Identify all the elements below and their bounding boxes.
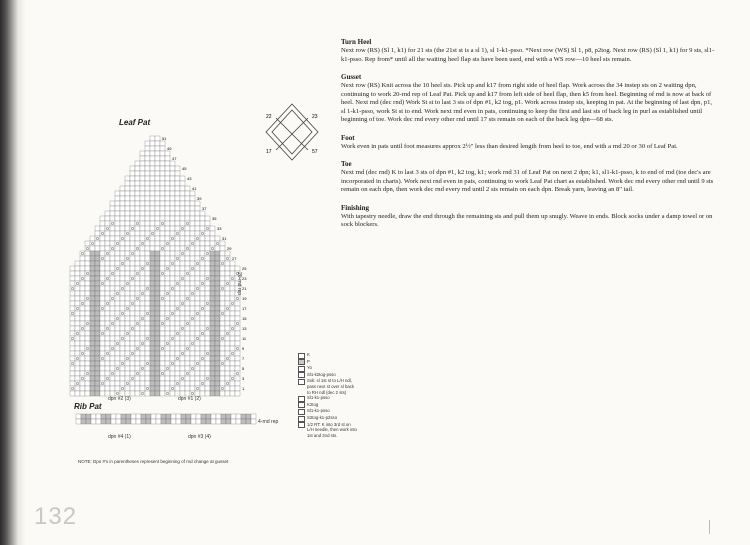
rib-cell [201,419,206,424]
legend-label: S2tog-k1-p2sso [307,414,338,420]
row-number: 37 [202,206,207,211]
legend-swatch-icon [298,396,305,402]
legend-swatch-icon [298,402,305,408]
rib-cell [181,414,186,419]
rib-cell [216,419,221,424]
row-number: 5 [242,366,245,371]
legend-item [298,372,358,379]
section-heading: Finishing [341,203,370,212]
rib-cell [91,419,96,424]
legend-item [298,365,358,372]
legend-label: Sl1-k1-psso [307,408,330,414]
rib-cell [226,414,231,419]
rib-cell [101,419,106,424]
rib-cell [221,414,226,419]
legend-swatch-icon [298,353,305,359]
rib-cell [181,419,186,424]
legend-item [298,422,358,439]
section-body: With tapestry needle, draw the end through the remaining sts and pull them up snugly. Weave in ends. Block socks under a damp towel or on sock blockers. [341,212,713,228]
rib-cell [81,414,86,419]
legend-label: K2tog [307,401,319,407]
row-number: 17 [242,306,247,311]
dpn-right-label: dpn #1 (2) [178,396,201,402]
rib-cell [196,419,201,424]
rib-cell [121,419,126,424]
row-number: 9 [242,346,245,351]
rib-cell [201,414,206,419]
rib-cell [161,419,166,424]
row-number: 43 [187,176,192,181]
rib-cell [76,414,81,419]
legend-item [298,395,358,402]
rib-cell [146,414,151,419]
pattern-instructions [341,38,717,239]
section-heading: Toe [341,160,352,168]
row-number: 21 [242,286,247,291]
rib-cell [251,419,256,424]
legend-swatch-icon [298,416,305,422]
page-number: 132 [34,503,78,530]
row-number: 23 [242,276,247,281]
row-number: 45 [182,166,187,171]
row-number: 39 [197,196,202,201]
rib-cell [236,414,241,419]
legend-swatch-icon [298,409,305,415]
section-heading: Gusset [341,73,362,81]
legend-label: Sl1-k2tog-psso [307,371,336,377]
rib-cell [246,419,251,424]
legend-label: 1/2 RT: K into 3rd st on L/H needle, then work into 1st and 2nd sts. [307,421,357,438]
rib-cell [206,419,211,424]
rib-cell [81,419,86,424]
row-number: 19 [242,296,247,301]
diag-label-2: 23 [312,114,318,120]
rib-cell [236,419,241,424]
chart-grid [70,136,240,396]
rib-cell [186,414,191,419]
dpn-left-label: dpn #2 (3) [108,396,131,402]
row-number: 13 [242,326,247,331]
rib-cell [166,414,171,419]
diag-label-4: 57 [312,149,318,155]
row-number: 1 [242,386,245,391]
rib-cell [141,419,146,424]
chart-legend [298,352,358,438]
rib-rep-label: 4-rnd rep [258,419,279,425]
page-edge-mark [709,520,710,534]
section-body: Next rnd (dec rnd) K to last 3 sts of dpn #1, k2 tog, k1; work rnd 31 of Leaf Pat on next 2 dpn; k1, sl1-k1-psso, k to end of rnd (toe dec's are incorporated in charts). Work next rnd even in pats, continuing to work Leaf Pat chart as established. Work dec rnd every other rnd until 9 sts remain on each dpn, then work dec rnd every rnd until 2 sts remain on each dpn. Break yarn, leaving an 8" tail. [341,169,714,193]
legend-label: Sl1-k1-psso [307,395,330,401]
rib-pattern-chart [72,412,262,428]
chart-note: NOTE: Dpn #'s in parentheses represent beginning of rnd change at gusset [78,459,229,464]
rib-cell [216,414,221,419]
legend-item [298,352,358,359]
rib-cell [221,419,226,424]
legend-label: Ssk: sl 1st st to L/H ndl, pass next st over sl back to RH ndl (dec 2 sts) [307,378,355,395]
legend-label: P [307,358,310,364]
row-number: 49 [167,146,172,151]
row-number: 41 [192,186,197,191]
legend-label: K [307,352,310,357]
rib-cell [106,419,111,424]
rib-cell [101,414,106,419]
rib-cell [226,419,231,424]
section-body: Work even in pats until foot measures approx 2½" less than desired length from heel to toe, end with a rnd 20 or 30 of Leaf Pat. [341,142,678,150]
section-heading: Turn Heel [341,38,372,46]
legend-swatch-icon [298,359,305,365]
heel-diagram [262,100,322,170]
row-number: 31 [222,236,227,241]
rib-cell [141,414,146,419]
leaf-pattern-title: Leaf Pat [119,118,151,127]
rib-cell [231,419,236,424]
diag-label-1: 22 [266,114,272,120]
rib-cell [126,414,131,419]
rib-cell [166,419,171,424]
rep-label: 20-rnd rep [236,272,242,296]
rib-cell [121,414,126,419]
row-number: 27 [232,256,237,261]
rib-cell [161,414,166,419]
rib-cell [211,414,216,419]
legend-swatch-icon [298,366,305,372]
leaf-pattern-chart [62,114,280,434]
legend-swatch-icon [298,379,305,385]
rib-cell [76,419,81,424]
rib-pattern-title: Rib Pat [74,402,102,411]
rib-cell [171,414,176,419]
book-gutter [0,0,26,545]
rib-cell [91,414,96,419]
legend-swatch-icon [298,372,305,378]
rib-cell [176,419,181,424]
rib-dpn-left-label: dpn #4 (1) [108,434,131,440]
rib-cell [86,414,91,419]
rib-cell [246,414,251,419]
row-number: 7 [242,356,245,361]
row-number: 25 [242,266,247,271]
legend-item [298,359,358,366]
rib-cell [176,414,181,419]
rib-cell [191,419,196,424]
rib-cell [151,419,156,424]
rib-cell [196,414,201,419]
rib-cell [151,414,156,419]
section-heading: Foot [341,133,355,142]
rib-cell [131,414,136,419]
rib-cell [251,414,256,419]
rib-cell [156,414,161,419]
rib-cell [96,419,101,424]
rib-cell [136,419,141,424]
legend-swatch-icon [298,422,305,428]
row-number: 47 [172,156,177,161]
rib-cell [241,414,246,419]
rib-cell [241,419,246,424]
rib-cell [111,419,116,424]
rib-cell [206,414,211,419]
rib-cell [116,414,121,419]
row-number: 51 [162,136,167,141]
row-number: 11 [242,336,247,341]
rib-cell [186,419,191,424]
rib-cell [111,414,116,419]
rib-cell [116,419,121,424]
row-number: 35 [212,216,217,221]
rib-cell [156,419,161,424]
rib-cell [171,419,176,424]
legend-label: Yo [307,365,312,371]
legend-item [298,402,358,409]
rib-cell [231,414,236,419]
rib-cell [211,419,216,424]
row-number: 3 [242,376,245,381]
rib-cell [146,419,151,424]
row-number: 29 [227,246,232,251]
rib-cell [191,414,196,419]
row-number: 33 [217,226,222,231]
rib-cell [131,419,136,424]
rib-cell [126,419,131,424]
rib-dpn-right-label: dpn #3 (4) [188,434,211,440]
rib-cell [106,414,111,419]
diag-label-3: 17 [266,149,272,155]
legend-item [298,415,358,422]
rib-cell [86,419,91,424]
legend-item [298,378,358,395]
section-body: Next row (RS) (Sl 1, k1) for 21 sts (the 21st st is a sl 1), sl 1-k1-psso. *Next row (WS) Sl 1, p8, p2tog. Next row (RS) (Sl 1, k1) for 9 sts, sl1-k1-psso. Rep from* until all the waiting heel flap sts have been used, end with a WS row—10 heel sts remain. [341,47,715,63]
row-number: 15 [242,316,247,321]
section-body: Next row (RS) Knit across the 10 heel sts. Pick up and k17 from right side of heel flap. Work across the 34 instep sts on 2 waiting dpn, continuing to work 20-rnd rep of Leaf Pat. Pick up and k17 from left side of heel flap, then k5 from heel. Beginning of rnd is now at back of heel. Next rnd (dec rnd) Work St st to last 3 sts of dpn #1, k2 tog, p1. Work across instep sts, keeping in pat. At the beginning of last dpn, p1, sl 1-k1-psso, work St st to end. Work next rnd even in pats, continuing to keep the first and last sts of back leg in purl as established until beginning of toe. Work dec rnd every other rnd until 17 sts remain on each of the back leg dpn—68 sts. [341,82,713,123]
legend-item [298,408,358,415]
rib-cell [136,414,141,419]
rib-cell [96,414,101,419]
